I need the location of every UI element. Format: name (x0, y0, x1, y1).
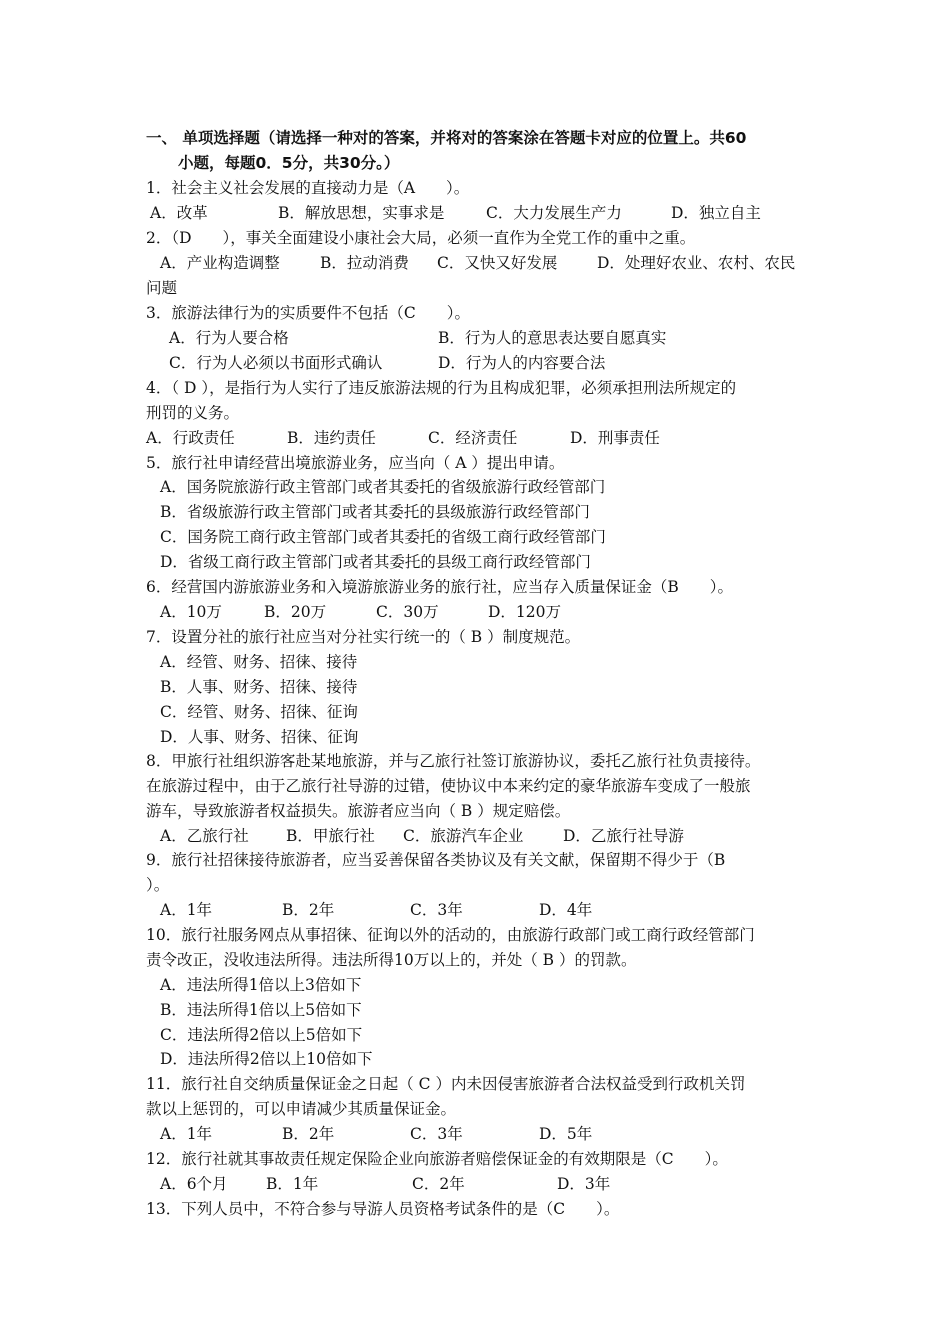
question-9-text-cont: ）。 (146, 876, 170, 894)
question-8-option-d: D．乙旅行社导游 (563, 827, 684, 845)
question-9-option-b: B．2年 (282, 901, 335, 919)
question-4-option-b: B．违约责任 (287, 429, 376, 447)
question-10-option-c: C．违法所得2倍以上5倍如下 (160, 1026, 363, 1044)
question-10-option-b: B．违法所得1倍以上5倍如下 (160, 1001, 362, 1019)
question-8-text-cont-2: 游车，导致旅游者权益损失。旅游者应当向（ B ）规定赔偿。 (146, 802, 571, 820)
question-1-option-d: D．独立自主 (671, 204, 761, 222)
question-6-option-a: A．10万 (160, 603, 222, 621)
question-12-option-b: B．1年 (266, 1175, 319, 1193)
question-10-text-cont: 责令改正，没收违法所得。违法所得10万以上的，并处（ B ）的罚款。 (146, 951, 637, 969)
question-10-option-a: A．违法所得1倍以上3倍如下 (160, 976, 362, 994)
question-9-option-a: A．1年 (160, 901, 213, 919)
question-11-option-d: D．5年 (539, 1125, 593, 1143)
question-12-option-c: C．2年 (412, 1175, 465, 1193)
question-6-option-c: C．30万 (376, 603, 439, 621)
question-3-option-a: A．行为人要合格 (169, 329, 289, 347)
question-8-option-a: A．乙旅行社 (160, 827, 249, 845)
question-6-option-d: D．120万 (488, 603, 562, 621)
question-3-option-c: C．行为人必须以书面形式确认 (169, 354, 383, 372)
question-2-option-a: A．产业构造调整 (160, 254, 280, 272)
question-3-option-d: D．行为人的内容要合法 (438, 354, 606, 372)
question-10-option-d: D．违法所得2倍以上10倍如下 (160, 1050, 373, 1068)
question-1-text: 1．社会主义社会发展的直接动力是（A ）。 (146, 179, 470, 197)
question-8-option-b: B．甲旅行社 (286, 827, 375, 845)
question-2-option-b: B．拉动消费 (320, 254, 409, 272)
question-2-option-d: D．处理好农业、农村、农民 (597, 254, 796, 272)
question-2-text: 2．（D ），事关全面建设小康社会大局，必须一直作为全党工作的重中之重。 (146, 229, 696, 247)
question-5-option-a: A．国务院旅游行政主管部门或者其委托的省级旅游行政经管部门 (160, 478, 606, 496)
question-9-option-c: C．3年 (410, 901, 463, 919)
question-5-option-d: D．省级工商行政主管部门或者其委托的县级工商行政经管部门 (160, 553, 591, 571)
question-12-option-a: A．6个月 (160, 1175, 228, 1193)
question-5-option-c: C．国务院工商行政主管部门或者其委托的省级工商行政经管部门 (160, 528, 606, 546)
question-7-option-b: B．人事、财务、招徕、接待 (160, 678, 358, 696)
question-12-option-d: D．3年 (557, 1175, 611, 1193)
question-3-option-b: B．行为人的意思表达要自愿真实 (438, 329, 667, 347)
question-8-text-cont-1: 在旅游过程中，由于乙旅行社导游的过错，使协议中本来约定的豪华旅游车变成了一般旅 (146, 777, 751, 795)
question-11-option-a: A．1年 (160, 1125, 213, 1143)
question-4-text: 4．（ D ），是指行为人实行了违反旅游法规的行为且构成犯罪，必须承担刑法所规定的 (146, 379, 737, 397)
question-4-option-c: C．经济责任 (428, 429, 518, 447)
question-12-text: 12．旅行社就其事故责任规定保险企业向旅游者赔偿保证金的有效期限是（C ）。 (146, 1150, 728, 1168)
question-7-option-a: A．经管、财务、招徕、接待 (160, 653, 358, 671)
question-5-option-b: B．省级旅游行政主管部门或者其委托的县级旅游行政经管部门 (160, 503, 590, 521)
section-heading-line-2: 小题，每题0．5分，共30分。） (178, 154, 400, 172)
section-heading-line-1: 一、 单项选择题（请选择一种对的答案，并将对的答案涂在答题卡对应的位置上。共60 (146, 129, 747, 147)
question-11-text-cont: 款以上惩罚的，可以申请减少其质量保证金。 (146, 1100, 457, 1118)
question-9-text: 9．旅行社招徕接待旅游者，应当妥善保留各类协议及有关文献，保留期不得少于（B (146, 851, 726, 869)
question-2-option-c: C．又快又好发展 (437, 254, 558, 272)
question-6-text: 6．经营国内游旅游业务和入境游旅游业务的旅行社，应当存入质量保证金（B ）。 (146, 578, 734, 596)
question-8-text: 8．甲旅行社组织游客赴某地旅游，并与乙旅行社签订旅游协议，委托乙旅行社负责接待。 (146, 752, 761, 770)
question-4-option-a: A．行政责任 (146, 429, 235, 447)
question-11-text: 11．旅行社自交纳质量保证金之日起（ C ）内未因侵害旅游者合法权益受到行政机关罚 (146, 1075, 746, 1093)
question-7-option-d: D．人事、财务、招徕、征询 (160, 728, 359, 746)
question-8-option-c: C．旅游汽车企业 (403, 827, 524, 845)
question-7-option-c: C．经管、财务、招徕、征询 (160, 703, 358, 721)
question-3-text: 3．旅游法律行为的实质要件不包括（C ）。 (146, 304, 470, 322)
question-10-text: 10．旅行社服务网点从事招徕、征询以外的活动的，由旅游行政部门或工商行政经管部门 (146, 926, 755, 944)
question-6-option-b: B．20万 (264, 603, 327, 621)
question-13-text: 13．下列人员中，不符合参与导游人员资格考试条件的是（C ）。 (146, 1200, 620, 1218)
question-1-option-b: B．解放思想，实事求是 (278, 204, 445, 222)
question-11-option-b: B．2年 (282, 1125, 335, 1143)
question-5-text: 5．旅行社申请经营出境旅游业务，应当向（ A ）提出申请。 (146, 454, 565, 472)
question-4-option-d: D．刑事责任 (570, 429, 660, 447)
question-9-option-d: D．4年 (539, 901, 593, 919)
question-7-text: 7．设置分社的旅行社应当对分社实行统一的（ B ）制度规范。 (146, 628, 581, 646)
question-2-option-d-cont: 问题 (146, 279, 178, 297)
question-1-option-a: A．改革 (150, 204, 208, 222)
question-11-option-c: C．3年 (410, 1125, 463, 1143)
question-4-text-cont: 刑罚的义务。 (146, 404, 240, 422)
question-1-option-c: C．大力发展生产力 (486, 204, 622, 222)
